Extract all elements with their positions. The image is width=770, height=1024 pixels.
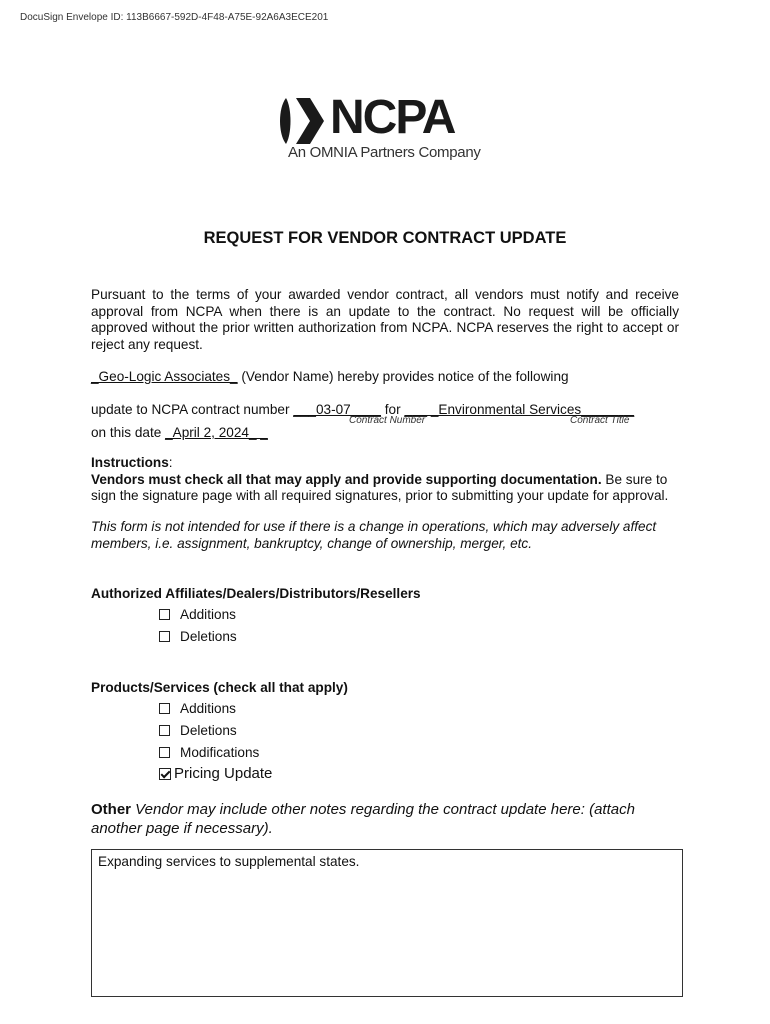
- affiliates-additions-label: Additions: [180, 607, 236, 622]
- intro-paragraph: Pursuant to the terms of your awarded vendor contract, all vendors must notify and receive approval from NCPA when there is an update to the contract. No request will be officially approved without the prior written authorization from NCPA. NCPA reserves the right to accept or reject any request.: [91, 287, 679, 352]
- date-field[interactable]: _April 2, 2024_ _: [165, 425, 268, 440]
- usage-note: This form is not intended for use if there is a change in operations, which may adversely affect members, i.e. assignment, bankruptcy, change of ownership, merger, etc.: [91, 519, 657, 551]
- affiliates-additions-option[interactable]: [159, 607, 236, 622]
- products-deletions-option[interactable]: [159, 723, 237, 738]
- products-pricing-update-checkbox[interactable]: [159, 768, 171, 780]
- products-deletions-checkbox[interactable]: [159, 725, 170, 736]
- products-deletions-label: Deletions: [180, 723, 237, 738]
- products-pricing-update-label: Pricing Update: [174, 765, 273, 782]
- contract-for: for: [380, 402, 405, 417]
- products-modifications-option[interactable]: [159, 745, 259, 760]
- products-modifications-checkbox[interactable]: [159, 747, 170, 758]
- contract-number-field[interactable]: ___03-07____: [293, 402, 381, 417]
- date-prefix: on this date: [91, 425, 166, 440]
- instructions-label: Instructions: [91, 455, 169, 470]
- ncpa-chevron-icon: [278, 96, 326, 146]
- logo-wordmark: NCPA: [330, 91, 455, 144]
- instructions-rest: Be sure to sign the signature page with all required signatures, prior to submitting your update for approval.: [91, 471, 669, 503]
- instructions: [91, 455, 681, 505]
- products-additions-checkbox[interactable]: [159, 703, 170, 714]
- products-additions-label: Additions: [180, 701, 236, 716]
- products-heading: Products/Services (check all that apply): [91, 680, 348, 695]
- affiliates-additions-checkbox[interactable]: [159, 609, 170, 620]
- affiliates-heading: Authorized Affiliates/Dealers/Distributors/Resellers: [91, 586, 421, 601]
- ncpa-logo: [278, 91, 508, 166]
- products-additions-option[interactable]: [159, 701, 236, 716]
- instructions-colon: :: [168, 455, 173, 470]
- vendor-line: [91, 369, 569, 384]
- affiliates-deletions-option[interactable]: [159, 629, 237, 644]
- contract-title-field[interactable]: ___ _Environmental Services_______: [404, 402, 635, 417]
- products-pricing-update-option[interactable]: [159, 765, 272, 782]
- page-title: REQUEST FOR VENDOR CONTRACT UPDATE: [203, 229, 567, 247]
- other-notes-value: Expanding services to supplemental states.: [98, 854, 360, 869]
- contract-prefix: update to NCPA contract number: [91, 402, 294, 417]
- products-modifications-label: Modifications: [180, 745, 260, 760]
- contract-number-caption: Contract Number: [349, 415, 426, 426]
- vendor-name-field[interactable]: _Geo-Logic Associates_: [91, 369, 238, 384]
- other-section: [91, 800, 681, 838]
- other-notes-textbox[interactable]: [91, 849, 683, 997]
- contract-title-caption: Contract Title: [570, 415, 630, 426]
- date-line: [91, 425, 268, 440]
- instructions-bold: Vendors must check all that may apply and provide supporting documentation.: [91, 471, 602, 487]
- logo-subtitle: An OMNIA Partners Company: [288, 144, 481, 161]
- other-label: Other: [91, 801, 132, 818]
- other-text: Vendor may include other notes regarding the contract update here: (attach another page if necessary).: [91, 801, 635, 837]
- affiliates-deletions-checkbox[interactable]: [159, 631, 170, 642]
- envelope-id: DocuSign Envelope ID: 113B6667-592D-4F48-A75E-92A6A3ECE201: [20, 12, 329, 23]
- affiliates-deletions-label: Deletions: [180, 629, 237, 644]
- vendor-line-text: (Vendor Name) hereby provides notice of the following: [237, 369, 569, 384]
